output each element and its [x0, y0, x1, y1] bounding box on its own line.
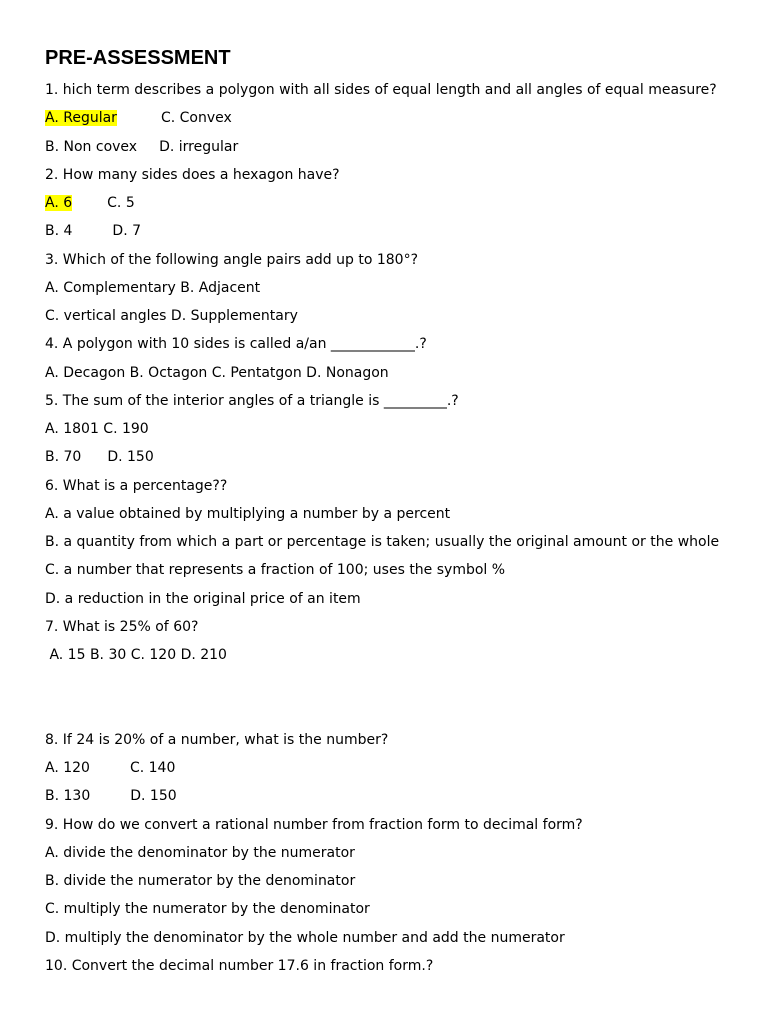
question-1-option-c: C. Convex — [160, 110, 232, 126]
question-6-option-c: C. a number that represents a fraction of 100; uses the symbol % — [45, 562, 506, 578]
question-2-options-row-1 — [45, 194, 135, 212]
question-8-options-row-2 — [45, 787, 177, 805]
question-1-option-b: B. Non covex — [45, 139, 138, 155]
question-5-options-row-2 — [45, 448, 154, 466]
question-6-option-b: B. a quantity from which a part or percentage is taken; usually the original amount or the whole — [45, 534, 720, 550]
question-3: 3. Which of the following angle pairs add up to 180°? — [45, 252, 419, 268]
question-3-options-row-1: A. Complementary B. Adjacent — [45, 280, 261, 296]
question-2-option-c: C. 5 — [107, 195, 135, 211]
question-9-option-b: B. divide the numerator by the denominator — [45, 873, 356, 889]
question-8-option-c: C. 140 — [129, 760, 176, 776]
question-5-option-b: B. 70 — [45, 449, 82, 465]
question-8-options-row-1 — [45, 759, 175, 777]
question-9-option-a: A. divide the denominator by the numerator — [45, 845, 355, 861]
question-9-option-d: D. multiply the denominator by the whole number and add the numerator — [45, 930, 565, 946]
question-6: 6. What is a percentage?? — [45, 478, 228, 494]
question-3-options-row-2: C. vertical angles D. Supplementary — [45, 308, 298, 324]
page-title: PRE-ASSESSMENT — [45, 47, 231, 69]
question-1-answer-highlight: A. Regular — [45, 110, 117, 126]
question-8-option-d: D. 150 — [130, 788, 177, 804]
question-7: 7. What is 25% of 60? — [45, 619, 199, 635]
question-5-options-row-1: A. 1801 C. 190 — [45, 421, 149, 437]
question-4-options: A. Decagon B. Octagon C. Pentatgon D. Nonagon — [45, 365, 389, 381]
question-7-options: A. 15 B. 30 C. 120 D. 210 — [45, 647, 227, 663]
question-1-options-row-2 — [45, 138, 238, 156]
question-2-option-d: D. 7 — [112, 223, 142, 239]
question-1-options-row-1 — [45, 109, 232, 127]
question-6-option-a: A. a value obtained by multiplying a number by a percent — [45, 506, 451, 522]
question-1-option-d: D. irregular — [159, 139, 239, 155]
question-8: 8. If 24 is 20% of a number, what is the number? — [45, 732, 389, 748]
question-2-options-row-2 — [45, 222, 141, 240]
question-8-option-b: B. 130 — [45, 788, 91, 804]
question-9-option-c: C. multiply the numerator by the denominator — [45, 901, 370, 917]
question-5: 5. The sum of the interior angles of a triangle is _________.? — [45, 393, 459, 409]
question-6-option-d: D. a reduction in the original price of an item — [45, 591, 361, 607]
question-1: 1. hich term describes a polygon with all sides of equal length and all angles of equal measure? — [45, 82, 717, 98]
question-8-option-a: A. 120 — [45, 760, 90, 776]
question-10: 10. Convert the decimal number 17.6 in fraction form.? — [45, 958, 434, 974]
question-4: 4. A polygon with 10 sides is called a/an ____________.? — [45, 336, 427, 352]
question-2-option-b: B. 4 — [45, 223, 73, 239]
question-9: 9. How do we convert a rational number from fraction form to decimal form? — [45, 817, 583, 833]
question-2: 2. How many sides does a hexagon have? — [45, 167, 340, 183]
question-5-option-d: D. 150 — [107, 449, 154, 465]
question-2-answer-highlight: A. 6 — [45, 195, 73, 211]
